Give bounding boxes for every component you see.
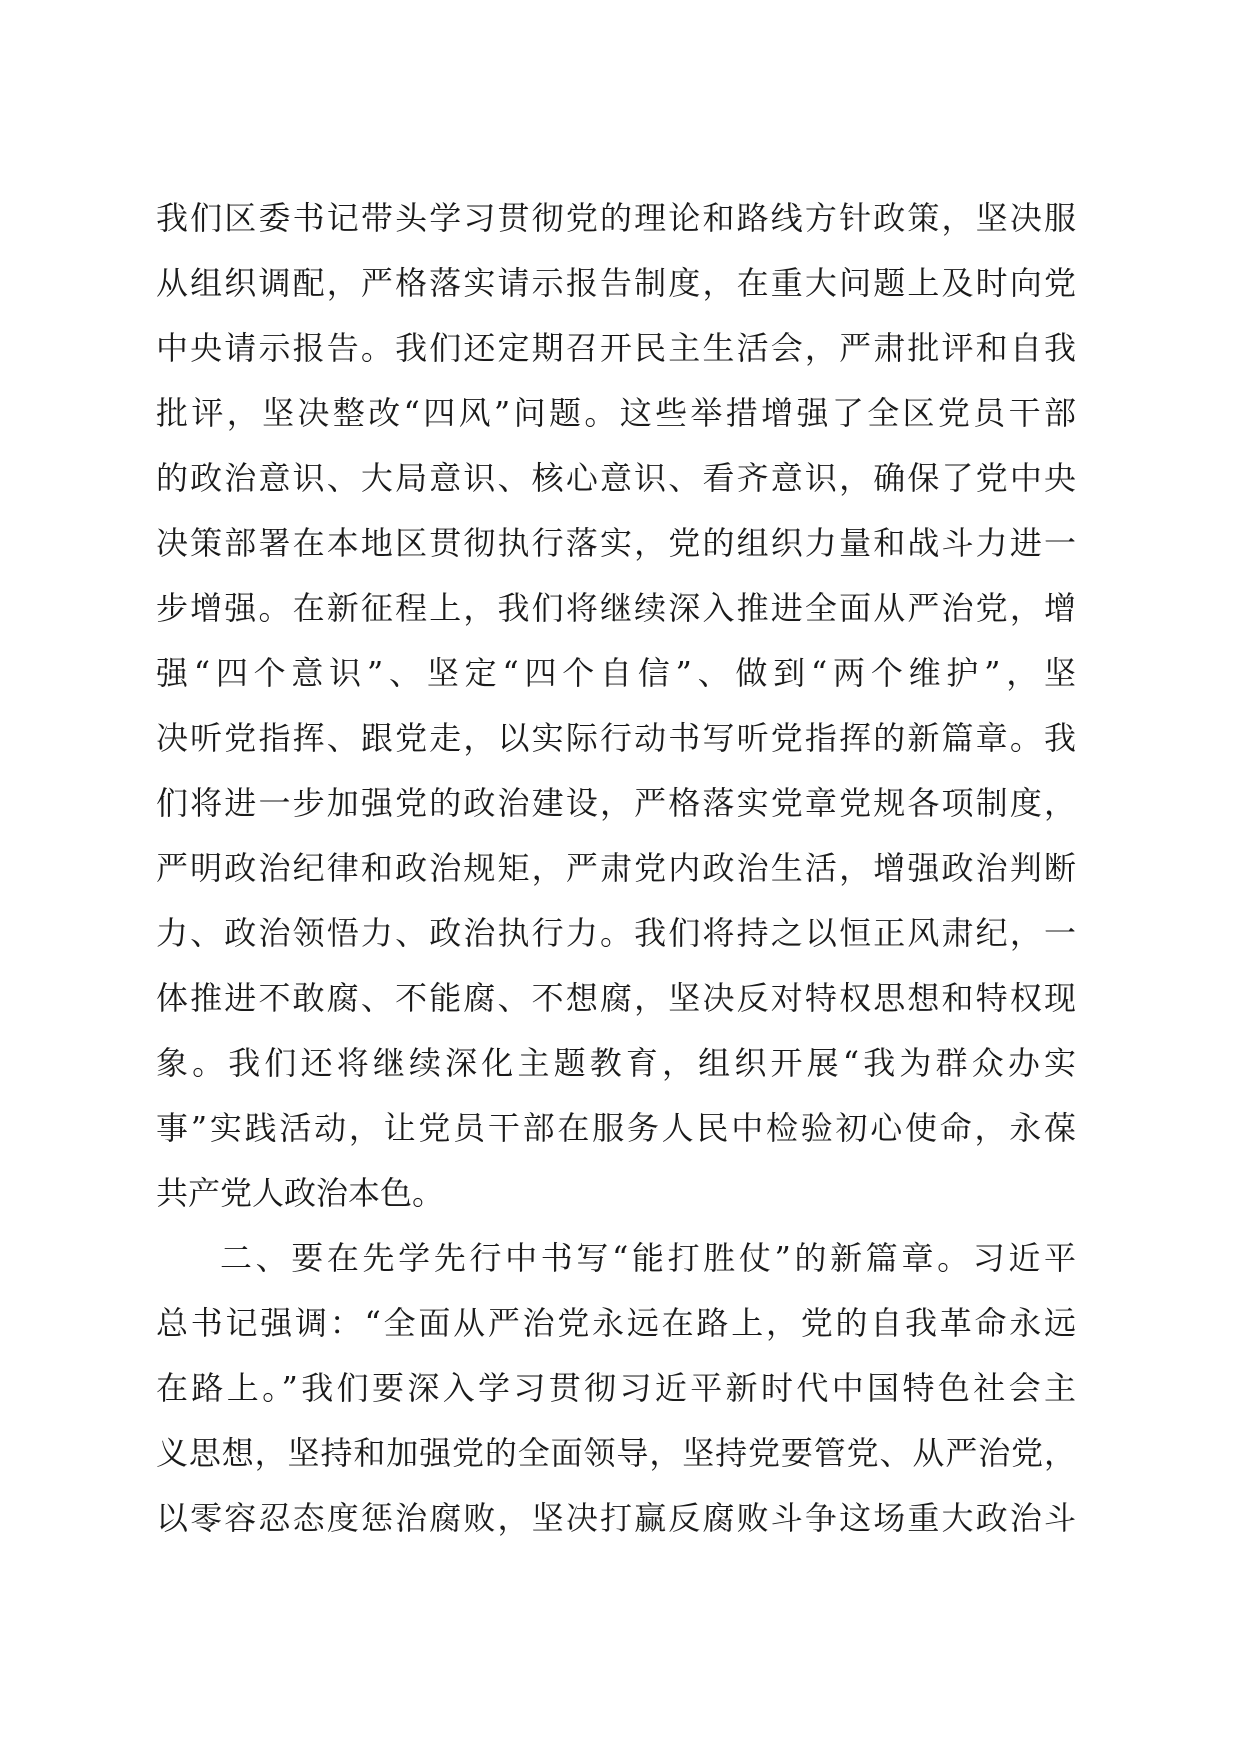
text-line: 事”实践活动，让党员干部在服务人民中检验初心使命，永葆: [156, 1109, 1076, 1147]
text-line: 象。我们还将继续深化主题教育，组织开展“我为群众办实: [156, 1044, 1076, 1082]
text-line: 义思想，坚持和加强党的全面领导，坚持党要管党、从严治党，: [156, 1434, 1076, 1472]
text-line: 强“四个意识”、坚定“四个自信”、做到“两个维护”，坚: [156, 654, 1076, 692]
text-line: 从组织调配，严格落实请示报告制度，在重大问题上及时向党: [156, 264, 1076, 302]
text-line: 的政治意识、大局意识、核心意识、看齐意识，确保了党中央: [156, 459, 1076, 497]
text-line: 严明政治纪律和政治规矩，严肃党内政治生活，增强政治判断: [156, 849, 1076, 887]
text-line: 步增强。在新征程上，我们将继续深入推进全面从严治党，增: [156, 589, 1076, 627]
text-line: 共产党人政治本色。: [156, 1174, 445, 1212]
text-line: 批评，坚决整改“四风”问题。这些举措增强了全区党员干部: [156, 394, 1076, 432]
text-line: 决听党指挥、跟党走，以实际行动书写听党指挥的新篇章。我: [156, 719, 1076, 757]
text-line: 体推进不敢腐、不能腐、不想腐，坚决反对特权思想和特权现: [156, 979, 1076, 1017]
text-line: 以零容忍态度惩治腐败，坚决打赢反腐败斗争这场重大政治斗: [156, 1499, 1076, 1537]
text-line: 中央请示报告。我们还定期召开民主生活会，严肃批评和自我: [156, 329, 1076, 367]
text-line: 力、政治领悟力、政治执行力。我们将持之以恒正风肃纪，一: [156, 914, 1076, 952]
body-text: [156, 186, 1076, 1551]
text-line: 们将进一步加强党的政治建设，严格落实党章党规各项制度，: [156, 784, 1076, 822]
text-line: 二、要在先学先行中书写“能打胜仗”的新篇章。习近平: [220, 1239, 1076, 1277]
text-line: 在路上。”我们要深入学习贯彻习近平新时代中国特色社会主: [156, 1369, 1076, 1407]
text-line: 我们区委书记带头学习贯彻党的理论和路线方针政策，坚决服: [156, 199, 1076, 237]
text-line: 决策部署在本地区贯彻执行落实，党的组织力量和战斗力进一: [156, 524, 1076, 562]
text-line: 总书记强调：“全面从严治党永远在路上，党的自我革命永远: [156, 1304, 1076, 1342]
